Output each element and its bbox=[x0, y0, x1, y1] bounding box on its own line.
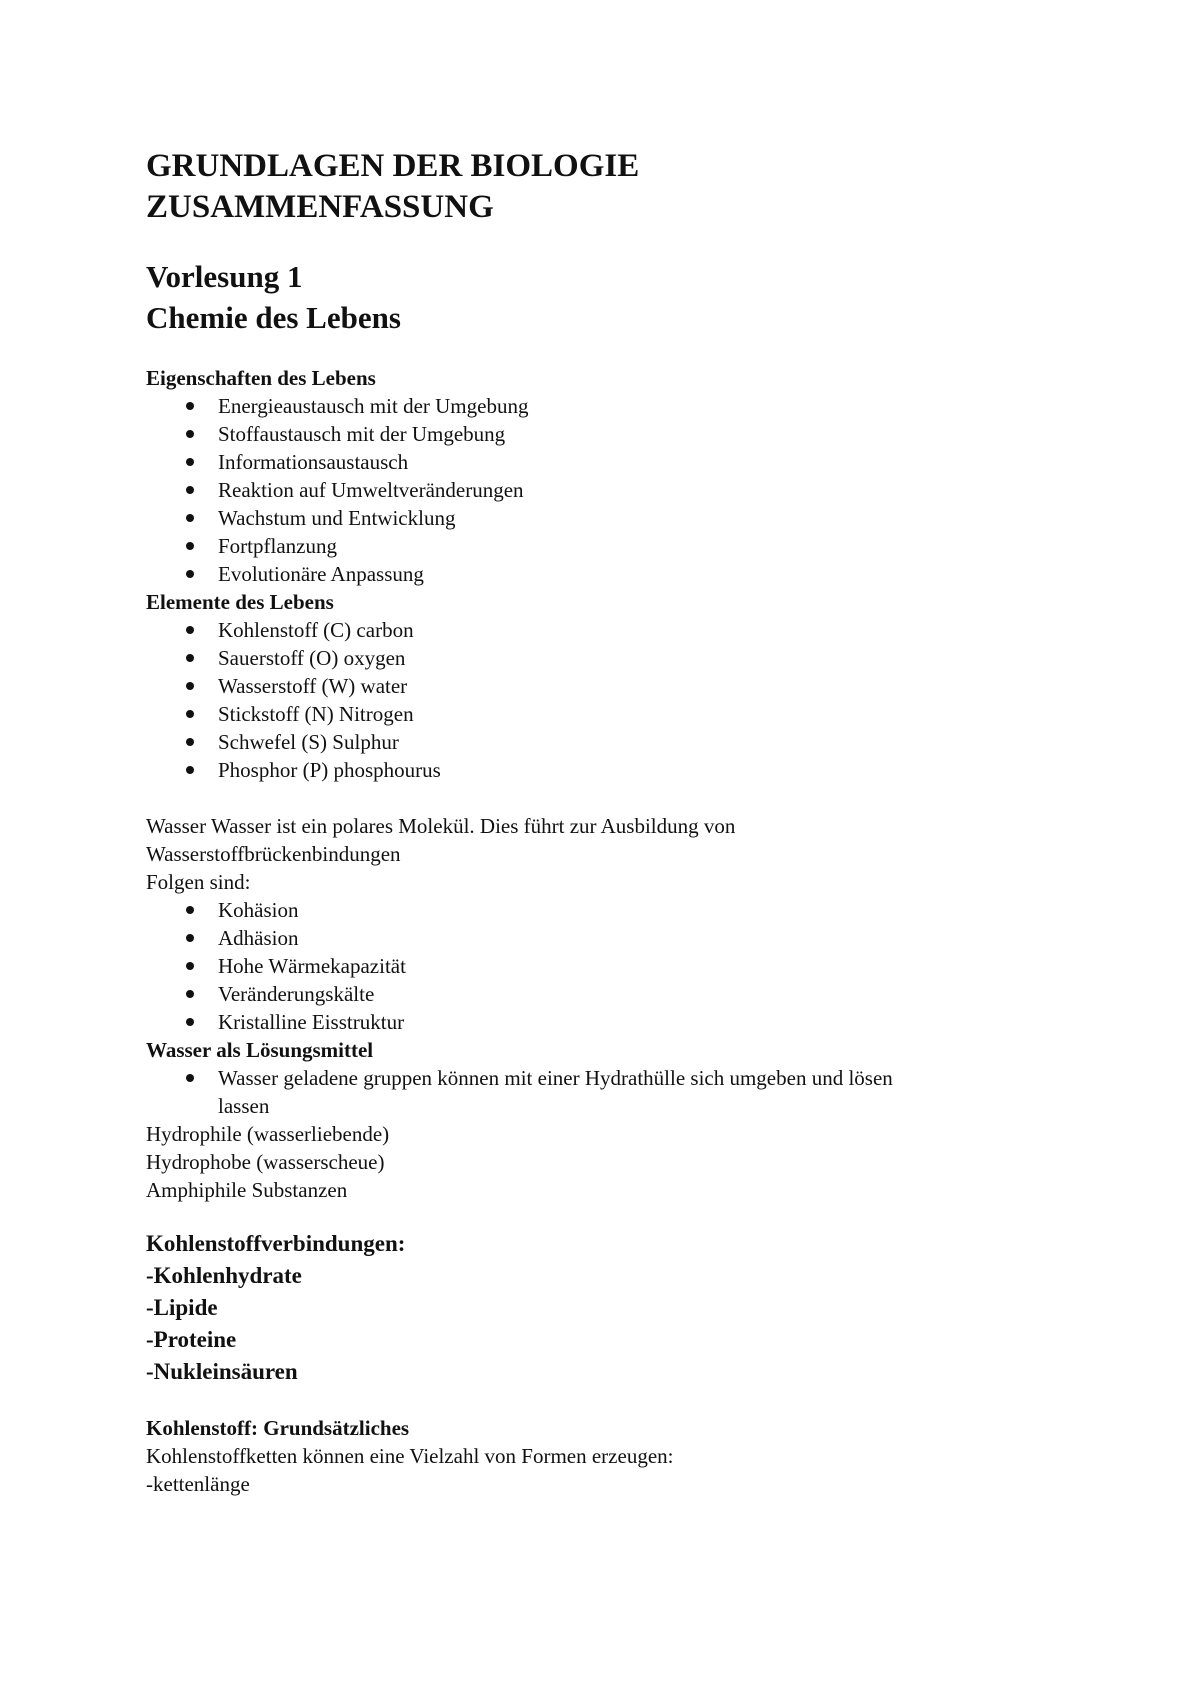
list-item: Adhäsion bbox=[146, 924, 1046, 952]
bullet-icon bbox=[186, 962, 194, 970]
list-item: Stoffaustausch mit der Umgebung bbox=[146, 420, 1046, 448]
solvent-heading: Wasser als Lösungsmittel bbox=[146, 1038, 374, 1062]
list-item: Schwefel (S) Sulphur bbox=[146, 728, 1046, 756]
carbon-basics-text: Kohlenstoffketten können eine Vielzahl von Formen erzeugen: bbox=[146, 1444, 674, 1468]
list-item: Phosphor (P) phosphourus bbox=[146, 756, 1046, 784]
list-item: Informationsaustausch bbox=[146, 448, 1046, 476]
list-item: Wachstum und Entwicklung bbox=[146, 504, 1046, 532]
bullet-icon bbox=[186, 990, 194, 998]
bullet-icon bbox=[186, 934, 194, 942]
carbon-basics-heading: Kohlenstoff: Grundsätzliches bbox=[146, 1416, 410, 1440]
list-item: Veränderungskälte bbox=[146, 980, 1046, 1008]
lecture-number: Vorlesung 1 bbox=[146, 259, 303, 294]
document-page bbox=[146, 146, 1046, 1498]
title-line-1: GRUNDLAGEN DER BIOLOGIE bbox=[146, 148, 640, 184]
bullet-icon bbox=[186, 570, 194, 578]
bullet-icon bbox=[186, 402, 194, 410]
bullet-icon bbox=[186, 430, 194, 438]
water-intro: Wasser Wasser ist ein polares Molekül. Dies führt zur Ausbildung von Wasserstoffbrückenbindungen bbox=[146, 814, 736, 866]
elements-list bbox=[146, 616, 1046, 784]
list-item: Kohlenstoff (C) carbon bbox=[146, 616, 1046, 644]
bullet-icon bbox=[186, 1074, 194, 1082]
carbon-compound-item: -Kohlenhydrate bbox=[146, 1263, 302, 1288]
properties-list bbox=[146, 392, 1046, 588]
bullet-icon bbox=[186, 906, 194, 914]
list-item: Sauerstoff (O) oxygen bbox=[146, 644, 1046, 672]
list-item: Stickstoff (N) Nitrogen bbox=[146, 700, 1046, 728]
list-item: Energieaustausch mit der Umgebung bbox=[146, 392, 1046, 420]
carbon-compound-item: -Lipide bbox=[146, 1295, 218, 1320]
hydrophobe-line: Hydrophobe (wasserscheue) bbox=[146, 1150, 385, 1174]
lecture-heading bbox=[146, 256, 1046, 338]
carbon-compound-item: -Proteine bbox=[146, 1327, 237, 1352]
bullet-icon bbox=[186, 738, 194, 746]
list-item: Reaktion auf Umweltveränderungen bbox=[146, 476, 1046, 504]
document-title bbox=[146, 146, 1046, 228]
list-item: Kristalline Eisstruktur bbox=[146, 1008, 1046, 1036]
solvent-list bbox=[146, 1064, 1046, 1120]
consequences-label: Folgen sind: bbox=[146, 870, 251, 894]
carbon-compounds-heading: Kohlenstoffverbindungen: bbox=[146, 1231, 406, 1256]
bullet-icon bbox=[186, 458, 194, 466]
lecture-topic: Chemie des Lebens bbox=[146, 300, 401, 335]
carbon-compound-item: -Nukleinsäuren bbox=[146, 1359, 298, 1384]
properties-heading: Eigenschaften des Lebens bbox=[146, 366, 376, 390]
bullet-icon bbox=[186, 766, 194, 774]
list-item: Wasserstoff (W) water bbox=[146, 672, 1046, 700]
bullet-icon bbox=[186, 710, 194, 718]
list-item: Evolutionäre Anpassung bbox=[146, 560, 1046, 588]
elements-heading: Elemente des Lebens bbox=[146, 590, 334, 614]
amphiphile-line: Amphiphile Substanzen bbox=[146, 1178, 348, 1202]
list-item: Fortpflanzung bbox=[146, 532, 1046, 560]
bullet-icon bbox=[186, 654, 194, 662]
list-item: Wasser geladene gruppen können mit einer Hydrathülle sich umgeben und lösen lassen bbox=[146, 1064, 1046, 1120]
consequences-list bbox=[146, 896, 1046, 1036]
bullet-icon bbox=[186, 1018, 194, 1026]
bullet-icon bbox=[186, 514, 194, 522]
hydrophile-line: Hydrophile (wasserliebende) bbox=[146, 1122, 390, 1146]
bullet-icon bbox=[186, 542, 194, 550]
bullet-icon bbox=[186, 486, 194, 494]
bullet-icon bbox=[186, 626, 194, 634]
carbon-basics-item: -kettenlänge bbox=[146, 1472, 250, 1496]
list-item: Hohe Wärmekapazität bbox=[146, 952, 1046, 980]
list-item: Kohäsion bbox=[146, 896, 1046, 924]
bullet-icon bbox=[186, 682, 194, 690]
title-line-2: ZUSAMMENFASSUNG bbox=[146, 189, 494, 225]
